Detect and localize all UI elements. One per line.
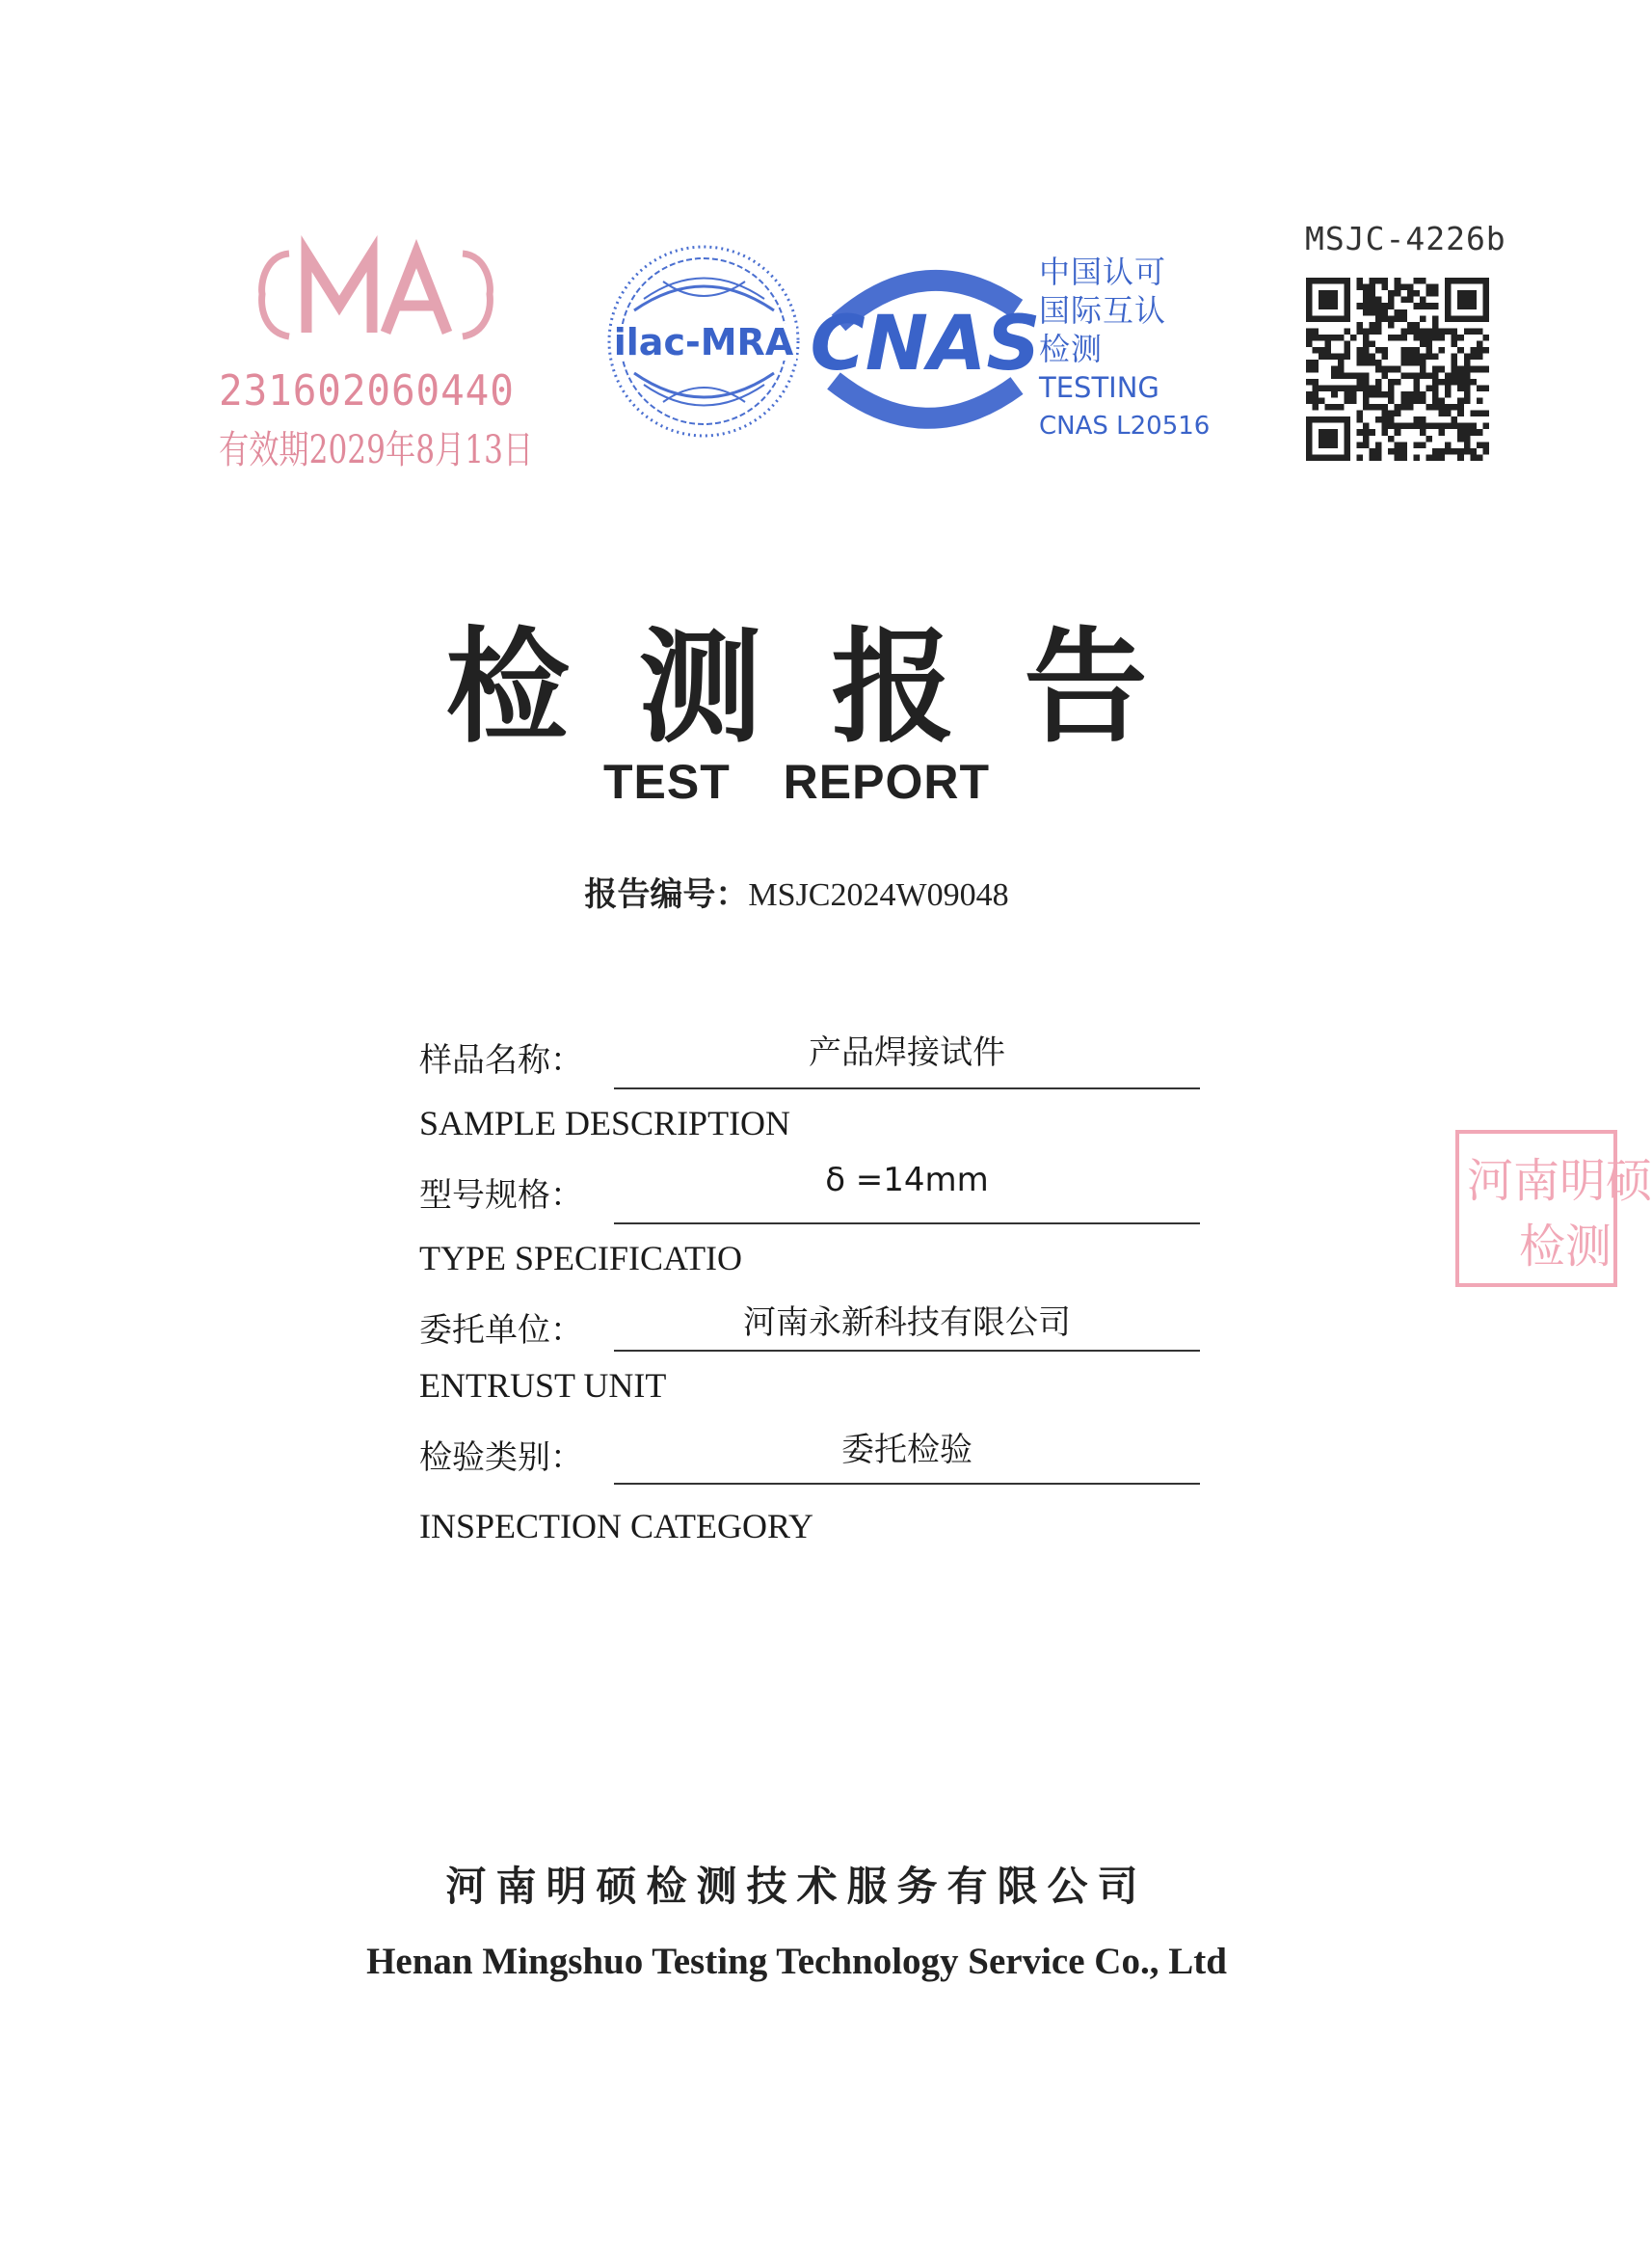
sample-name-label: 样品名称： — [419, 1041, 583, 1080]
inspection-category-label: 检验类别： — [419, 1438, 583, 1477]
qr-code-icon — [1306, 278, 1489, 461]
cnas-line-4: TESTING — [1039, 371, 1159, 404]
stamp-line-2: 检测 — [1519, 1220, 1612, 1274]
entrust-unit-label: 委托单位： — [419, 1311, 583, 1350]
cnas-logo-icon — [810, 255, 1041, 439]
report-number-value: MSJC2024W09048 — [748, 877, 1009, 913]
report-number — [0, 868, 1593, 915]
type-spec-underline — [614, 1222, 1200, 1224]
cnas-line-1: 中国认可 — [1039, 254, 1167, 290]
type-spec-label: 型号规格： — [419, 1176, 583, 1215]
form-code: MSJC-4226b — [1305, 220, 1506, 257]
cnas-line-2: 国际互认 — [1039, 292, 1167, 329]
stamp-line-1: 河南明硕 — [1467, 1154, 1652, 1208]
company-name-en: Henan Mingshuo Testing Technology Service Co., Ltd — [366, 1941, 1227, 1982]
type-spec-value: δ =14mm — [825, 1161, 989, 1199]
cnas-caption — [1039, 253, 1210, 445]
type-spec-en: TYPE SPECIFICATIO — [419, 1239, 743, 1277]
sample-name-en: SAMPLE DESCRIPTION — [419, 1104, 791, 1142]
sample-name-value: 产品焊接试件 — [809, 1033, 1005, 1072]
cnas-line-5: CNAS L20516 — [1039, 412, 1211, 441]
entrust-unit-en: ENTRUST UNIT — [419, 1366, 667, 1405]
page-subtitle: TEST REPORT — [602, 755, 991, 809]
page-title: 检测报告 — [445, 615, 1217, 760]
sample-name-underline — [614, 1087, 1200, 1089]
entrust-unit-value: 河南永新科技有限公司 — [743, 1303, 1071, 1342]
company-name-zh: 河南明硕检测技术服务有限公司 — [445, 1863, 1148, 1910]
ilac-mark-text: ilac-MRA — [613, 321, 794, 363]
cnas-mark-text: CNAS — [810, 301, 1041, 388]
cnas-line-3: 检测 — [1039, 331, 1104, 367]
inspection-category-en: INSPECTION CATEGORY — [419, 1507, 814, 1545]
inspection-category-underline — [614, 1483, 1200, 1485]
report-number-label: 报告编号： — [584, 875, 749, 914]
inspection-category-value: 委托检验 — [841, 1431, 973, 1469]
ilac-mra-seal-icon — [605, 243, 803, 441]
entrust-unit-underline — [614, 1350, 1200, 1352]
cma-mark-icon — [251, 236, 501, 352]
cma-validity: 有效期2029年8月13日 — [219, 428, 534, 472]
cma-logo — [217, 236, 545, 472]
company-stamp — [1455, 1130, 1652, 1287]
cma-number: 231602060440 — [219, 366, 515, 416]
